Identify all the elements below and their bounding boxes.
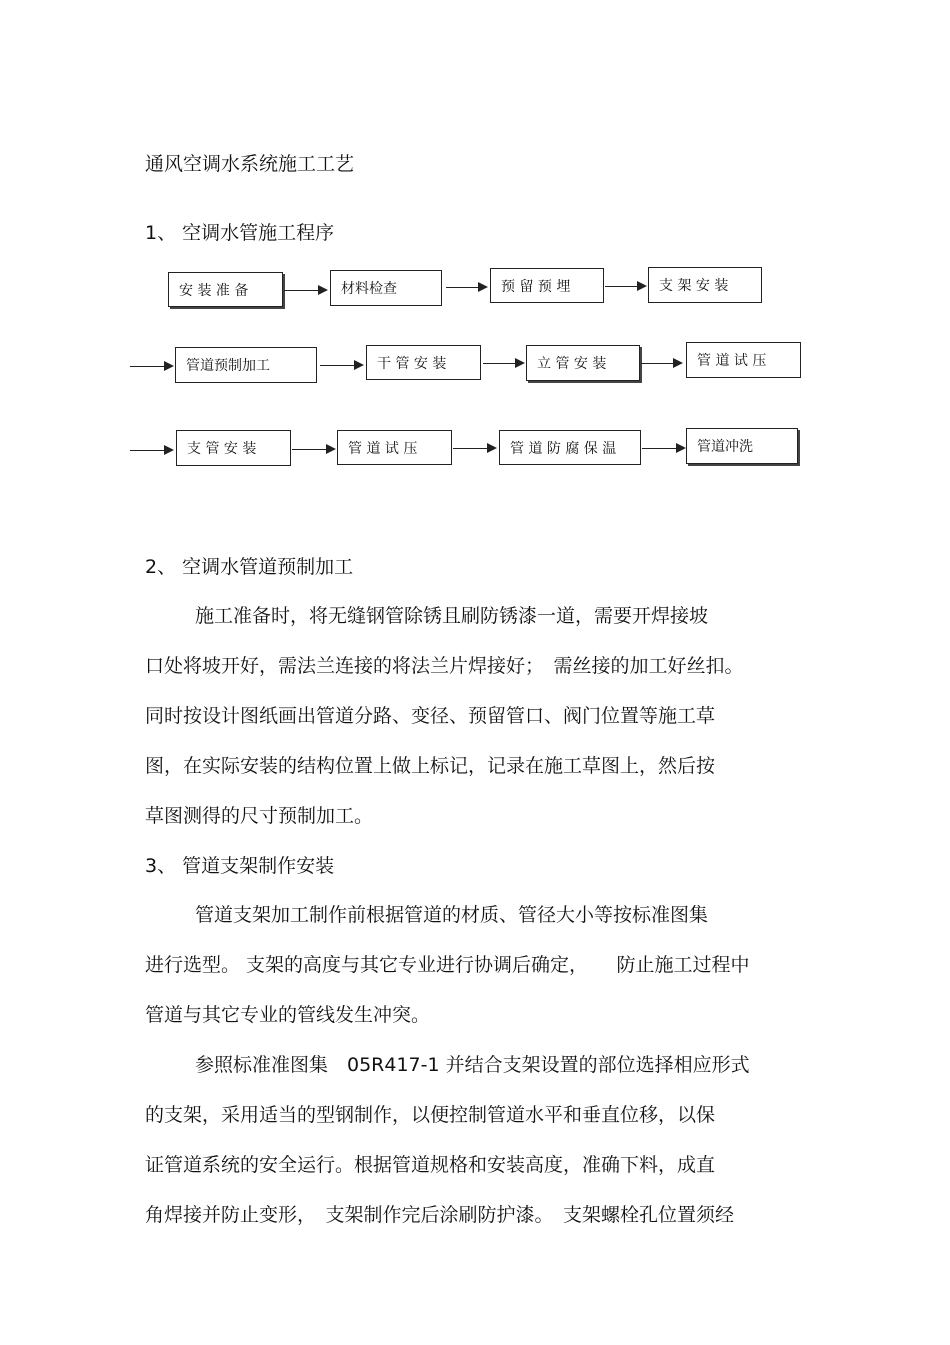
section3-line: 角焊接并防止变形， 支架制作完后涂刷防护漆。 支架螺栓孔位置须经	[145, 1204, 735, 1226]
flow-arrow	[453, 448, 495, 449]
section2-line: 口处将坡开好，需法兰连接的将法兰片焊接好； 需丝接的加工好丝扣。	[145, 655, 744, 677]
section3-line: 管道与其它专业的管线发生冲突。	[145, 1004, 431, 1026]
section3-line: 参照标准准图集 05R417-1 并结合支架设置的部位选择相应形式	[195, 1054, 750, 1076]
flow-box-anticorrosion-insulation: 管 道 防 腐 保 温	[499, 430, 641, 465]
flow-box-main-pipe-install: 干 管 安 装	[366, 345, 481, 380]
section3-line: 的支架，采用适当的型钢制作，以便控制管道水平和垂直位移，以保	[145, 1104, 716, 1126]
flow-box-riser-install: 立 管 安 装	[526, 345, 640, 381]
flow-arrow	[284, 290, 326, 291]
doc-title: 通风空调水系统施工工艺	[145, 153, 355, 175]
flow-box-material-check: 材料检查	[330, 270, 442, 306]
flow-arrow	[320, 365, 362, 366]
section2-line: 图，在实际安装的结构位置上做上标记，记录在施工草图上，然后按	[145, 755, 716, 777]
flow-box-branch-install: 支 管 安 装	[176, 430, 291, 466]
flow-arrow	[642, 448, 684, 449]
flow-arrow	[605, 286, 645, 287]
flow-box-install-prep: 安 装 准 备	[168, 272, 283, 307]
flow-arrow	[641, 363, 681, 364]
flow-box-pressure-test-2: 管 道 试 压	[337, 430, 452, 465]
section3-line: 管道支架加工制作前根据管道的材质、管径大小等按标准图集	[195, 904, 709, 926]
section3-line: 进行选型。 支架的高度与其它专业进行协调后确定， 防止施工过程中	[145, 954, 750, 976]
flow-arrow	[130, 450, 172, 451]
flow-arrow	[130, 366, 172, 367]
flow-arrow	[446, 287, 486, 288]
flow-box-bracket-install: 支 架 安 装	[648, 267, 762, 303]
flow-arrow	[292, 449, 334, 450]
flow-box-pressure-test-1: 管 道 试 压	[686, 342, 801, 378]
section2-line: 草图测得的尺寸预制加工。	[145, 805, 374, 827]
flow-box-reserve-embed: 预 留 预 埋	[490, 268, 604, 303]
flow-box-pipe-flush: 管道冲洗	[686, 428, 798, 464]
section3-heading: 3、 管道支架制作安装	[145, 855, 335, 877]
flow-arrow	[483, 363, 523, 364]
section2-line: 施工准备时，将无缝钢管除锈且刷防锈漆一道，需要开焊接坡	[195, 605, 709, 627]
section2-line: 同时按设计图纸画出管道分路、变径、预留管口、阀门位置等施工草	[145, 705, 716, 727]
flow-box-pipe-prefab: 管道预制加工	[175, 347, 317, 383]
section2-heading: 2、 空调水管道预制加工	[145, 556, 354, 578]
section3-line: 证管道系统的安全运行。根据管道规格和安装高度，准确下料，成直	[145, 1154, 716, 1176]
section1-heading: 1、 空调水管施工程序	[145, 222, 335, 244]
